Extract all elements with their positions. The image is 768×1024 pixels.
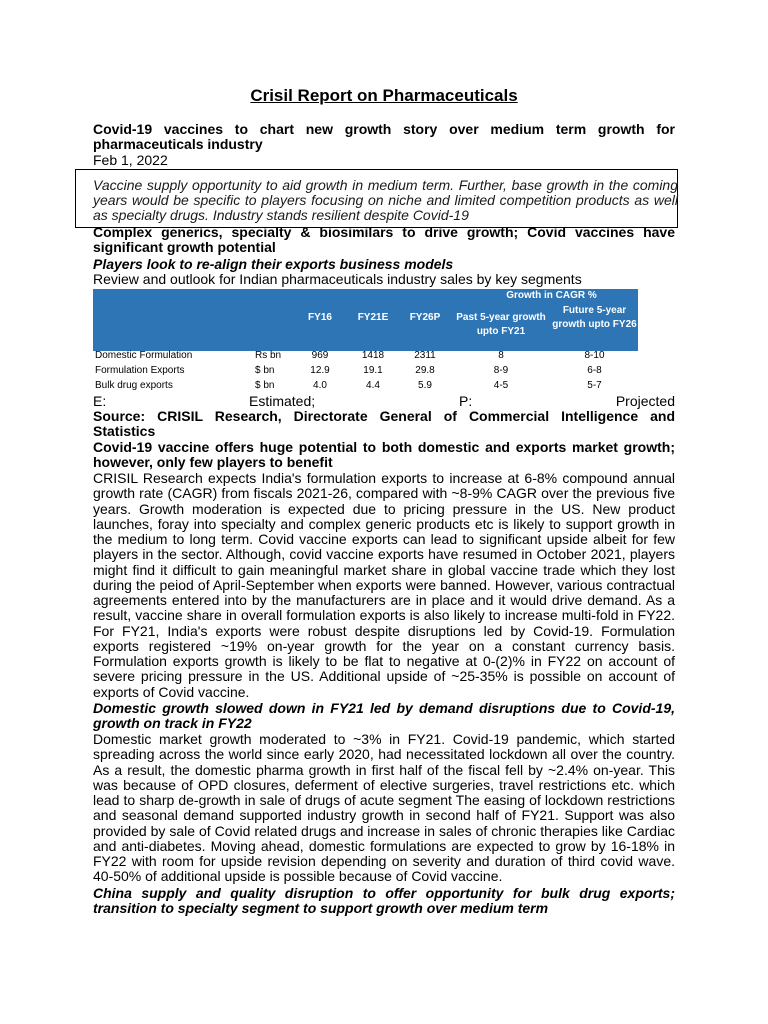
row-segment: Domestic Formulation: [95, 350, 193, 361]
cell-fy26p: 2311: [414, 350, 436, 361]
section4-heading: China supply and quality disruption to offer opportunity for bulk drug exports; transition to specialty segment to support growth over medium term: [93, 885, 675, 917]
cell-fy26p: 5.9: [418, 380, 432, 391]
legend-line: [93, 394, 675, 409]
cell-fy16: 12.9: [310, 365, 330, 376]
section3-heading: Domestic growth slowed down in FY21 led by demand disruptions due to Covid-19, growth on track in FY22: [93, 700, 675, 732]
cell-future: 8-10: [584, 350, 605, 361]
section1-heading: Complex generics, specialty & biosimilars to drive growth; Covid vaccines have significant growth potential: [93, 224, 675, 256]
document-title: Crisil Report on Pharmaceuticals: [250, 86, 518, 105]
cell-fy26p: 29.8: [415, 365, 435, 376]
cell-fy21e: 1418: [361, 350, 385, 361]
col-future-growth: Future 5-year growth upto FY26: [552, 305, 637, 330]
section1-subheading: Players look to re-align their exports business models: [93, 256, 454, 272]
cell-fy16: 4.0: [313, 380, 327, 391]
row-unit: $ bn: [255, 365, 275, 376]
cell-past: 8-9: [493, 365, 509, 376]
table-caption: Review and outlook for Indian pharmaceuticals industry sales by key segments: [93, 271, 582, 287]
group-header: Growth in CAGR %: [506, 290, 597, 301]
col-fy26p: FY26P: [409, 312, 441, 323]
date: Feb 1, 2022: [93, 152, 168, 168]
cell-past: 8: [498, 350, 504, 361]
legend-projected: Projected: [615, 393, 675, 409]
cell-fy21e: 19.1: [363, 365, 383, 376]
section3-body: Domestic market growth moderated to ~3% in FY21. Covid-19 pandemic, which started spreading across the world since early 2020, had necessitated lockdown all over the country. As a result, the domestic pharma growth in first half of the fiscal fell by ~2.4% on-year. This was because of OPD closures, deferment of elective surgeries, travel restrictions etc. which lead to sharp de-growth in sale of drugs of acute segment The easing of lockdown restrictions and seasonal demand supported industry growth in second half of FY21. Support was also provided by sale of Covid related drugs and increase in sales of chronic therapies like Cardiac and anti-diabetes. Moving ahead, domestic formulations are expected to grow by 16-18% in FY22 with room for upside revision depending on severity and duration of third covid wave. 40-50% of additional upside is possible because of Covid vaccine.: [93, 731, 675, 885]
segments-table: [93, 289, 638, 397]
cell-fy16: 969: [311, 350, 329, 361]
legend-p: P:: [459, 393, 473, 409]
col-fy21e: FY21E: [357, 312, 389, 323]
legend-e: E:: [93, 393, 107, 409]
headline: Covid-19 vaccines to chart new growth story over medium term growth for pharmaceuticals industry: [93, 121, 675, 153]
col-fy16: FY16: [308, 312, 332, 323]
legend-estimated: Estimated;: [249, 393, 316, 409]
cell-past: 4-5: [493, 380, 509, 391]
cell-future: 5-7: [587, 380, 602, 391]
cell-future: 6-8: [587, 365, 602, 376]
section2-heading: Covid-19 vaccine offers huge potential to both domestic and exports market growth; however, only few players to benefit: [93, 439, 675, 471]
section2-body: CRISIL Research expects India's formulation exports to increase at 6-8% compound annual growth rate (CAGR) from fiscals 2021-26, compared with ~8-9% CAGR over the previous five years. Growth moderation is expected due to pricing pressure in the US. New product launches, foray into specialty and complex generic products etc is likely to support growth in the medium to long term. Covid vaccine exports can lead to significant upside albeit for few players in the sector. Although, covid vaccine exports have resumed in October 2021, players might find it difficult to gain meaningful market share in global vaccine trade which they lost during the peiod of April-September when exports were banned. However, various contractual agreements entered into by the manufacturers are in place and it would drive demand. As a result, vaccine share in overall formulation exports is also likely to increase multi-fold in FY22. For FY21, India's exports were robust despite disruptions led by Covid-19. Formulation exports registered ~19% on-year growth for the year on a constant currency basis. Formulation exports growth is likely to be flat to negative at 0-(2)% in FY22 on account of severe pricing pressure in the US. Additional upside of ~25-35% is possible on account of exports of Covid vaccine.: [93, 470, 675, 700]
source-note: Source: CRISIL Research, Directorate General of Commercial Intelligence and Statistics: [93, 408, 675, 440]
cell-fy21e: 4.4: [366, 380, 380, 391]
col-past-growth: Past 5-year growth upto FY21: [456, 312, 546, 337]
row-unit: Rs bn: [255, 350, 282, 361]
row-segment: Bulk drug exports: [95, 380, 173, 391]
table-header: [93, 289, 638, 351]
row-segment: Formulation Exports: [95, 365, 185, 376]
row-unit: $ bn: [255, 380, 275, 391]
summary-text: Vaccine supply opportunity to aid growth in medium term. Further, base growth in the coming years would be specific to players focusing on niche and limited competition products as well as specialty drugs. Industry stands resilient despite Covid-19: [93, 177, 678, 224]
